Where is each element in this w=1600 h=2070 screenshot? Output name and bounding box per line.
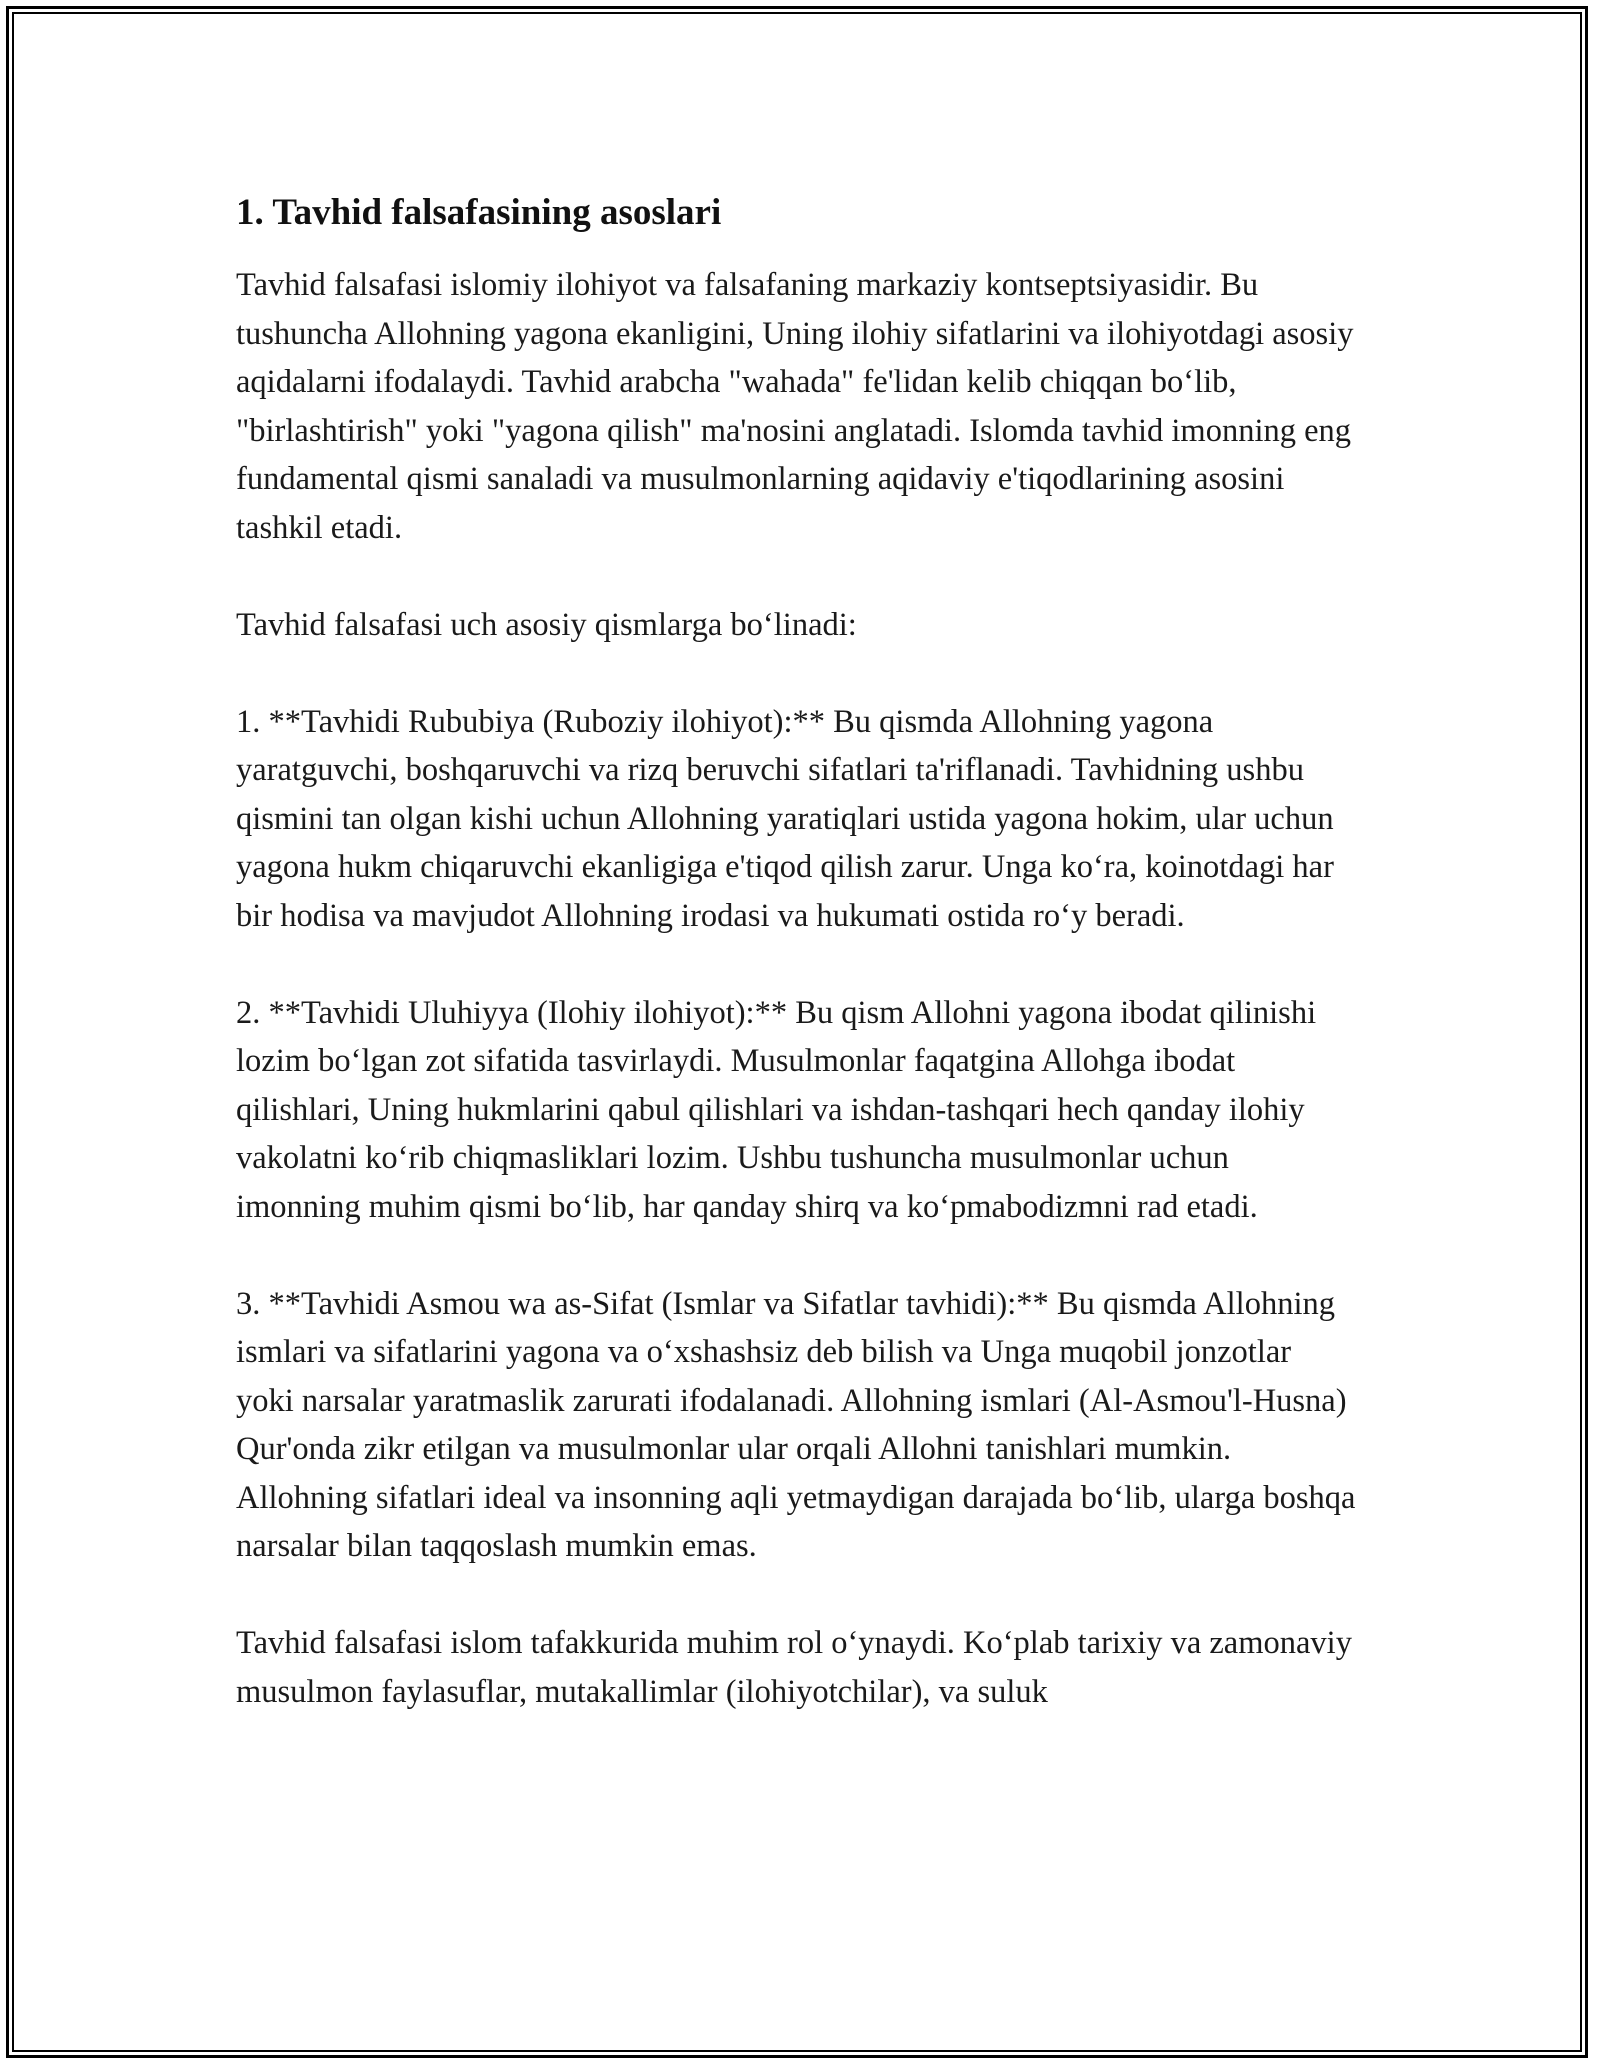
document-body (236, 185, 1356, 1765)
paragraph-parts-intro: Tavhid falsafasi uch asosiy qismlarga bo‘linadi: (236, 606, 857, 643)
section-heading: 1. Tavhid falsafasining asoslari (236, 192, 722, 233)
paragraph-conclusion: Tavhid falsafasi islom tafakkurida muhim rol o‘ynaydi. Ko‘plab tarixiy va zamonaviy musulmon faylasuflar, mutakallimlar (ilohiyotchilar), va suluk (236, 1625, 1352, 1710)
paragraph-asmou-sifat: 3. **Tavhidi Asmou wa as-Sifat (Ismlar va Sifatlar tavhidi):** Bu qismda Allohning ismlari va sifatlarini yagona va o‘xshashsiz deb bilish va Unga muqobil jonzotlar yoki narsalar yaratmaslik zarurati ifodalanadi. Allohning ismlari (Al-Asmou'l-Husna) Qur'onda zikr etilgan va musulmonlar ular orqali Allohni tanishlari mumkin. Allohning sifatlari ideal va insonning aqli yetmaydigan darajada bo‘lib, ularga boshqa narsalar bilan taqqoslash mumkin emas. (236, 1285, 1356, 1564)
paragraph-intro: Tavhid falsafasi islomiy ilohiyot va falsafaning markaziy kontseptsiyasidir. Bu tushuncha Allohning yagona ekanligini, Uning ilohiy sifatlarini va ilohiyotdagi asosiy aqidalarni ifodalaydi. Tavhid arabcha "wahada" fe'lidan kelib chiqqan bo‘lib, "birlashtirish" yoki "yagona qilish" ma'nosini anglatadi. Islomda tavhid imonning eng fundamental qismi sanaladi va musulmonlarning aqidaviy e'tiqodlarining asosini tashkil etadi. (236, 267, 1354, 546)
paragraph-uluhiyya: 2. **Tavhidi Uluhiyya (Ilohiy ilohiyot):** Bu qism Allohni yagona ibodat qilinishi lozim bo‘lgan zot sifatida tasvirlaydi. Musulmonlar faqatgina Allohga ibodat qilishlari, Uning hukmlarini qabul qilishlari va ishdan-tashqari hech qanday ilohiy vakolatni ko‘rib chiqmasliklari lozim. Ushbu tushuncha musulmonlar uchun imonning muhim qismi bo‘lib, har qanday shirq va ko‘pmabodizmni rad etadi. (236, 994, 1317, 1225)
paragraph-rububiya: 1. **Tavhidi Rububiya (Ruboziy ilohiyot):** Bu qismda Allohning yagona yaratguvchi, boshqaruvchi va rizq beruvchi sifatlari ta'riflanadi. Tavhidning ushbu qismini tan olgan kishi uchun Allohning yaratiqlari ustida yagona hokim, ular uchun yagona hukm chiqaruvchi ekanligiga e'tiqod qilish zarur. Unga ko‘ra, koinotdagi har bir hodisa va mavjudot Allohning irodasi va hukumati ostida ro‘y beradi. (236, 703, 1334, 934)
